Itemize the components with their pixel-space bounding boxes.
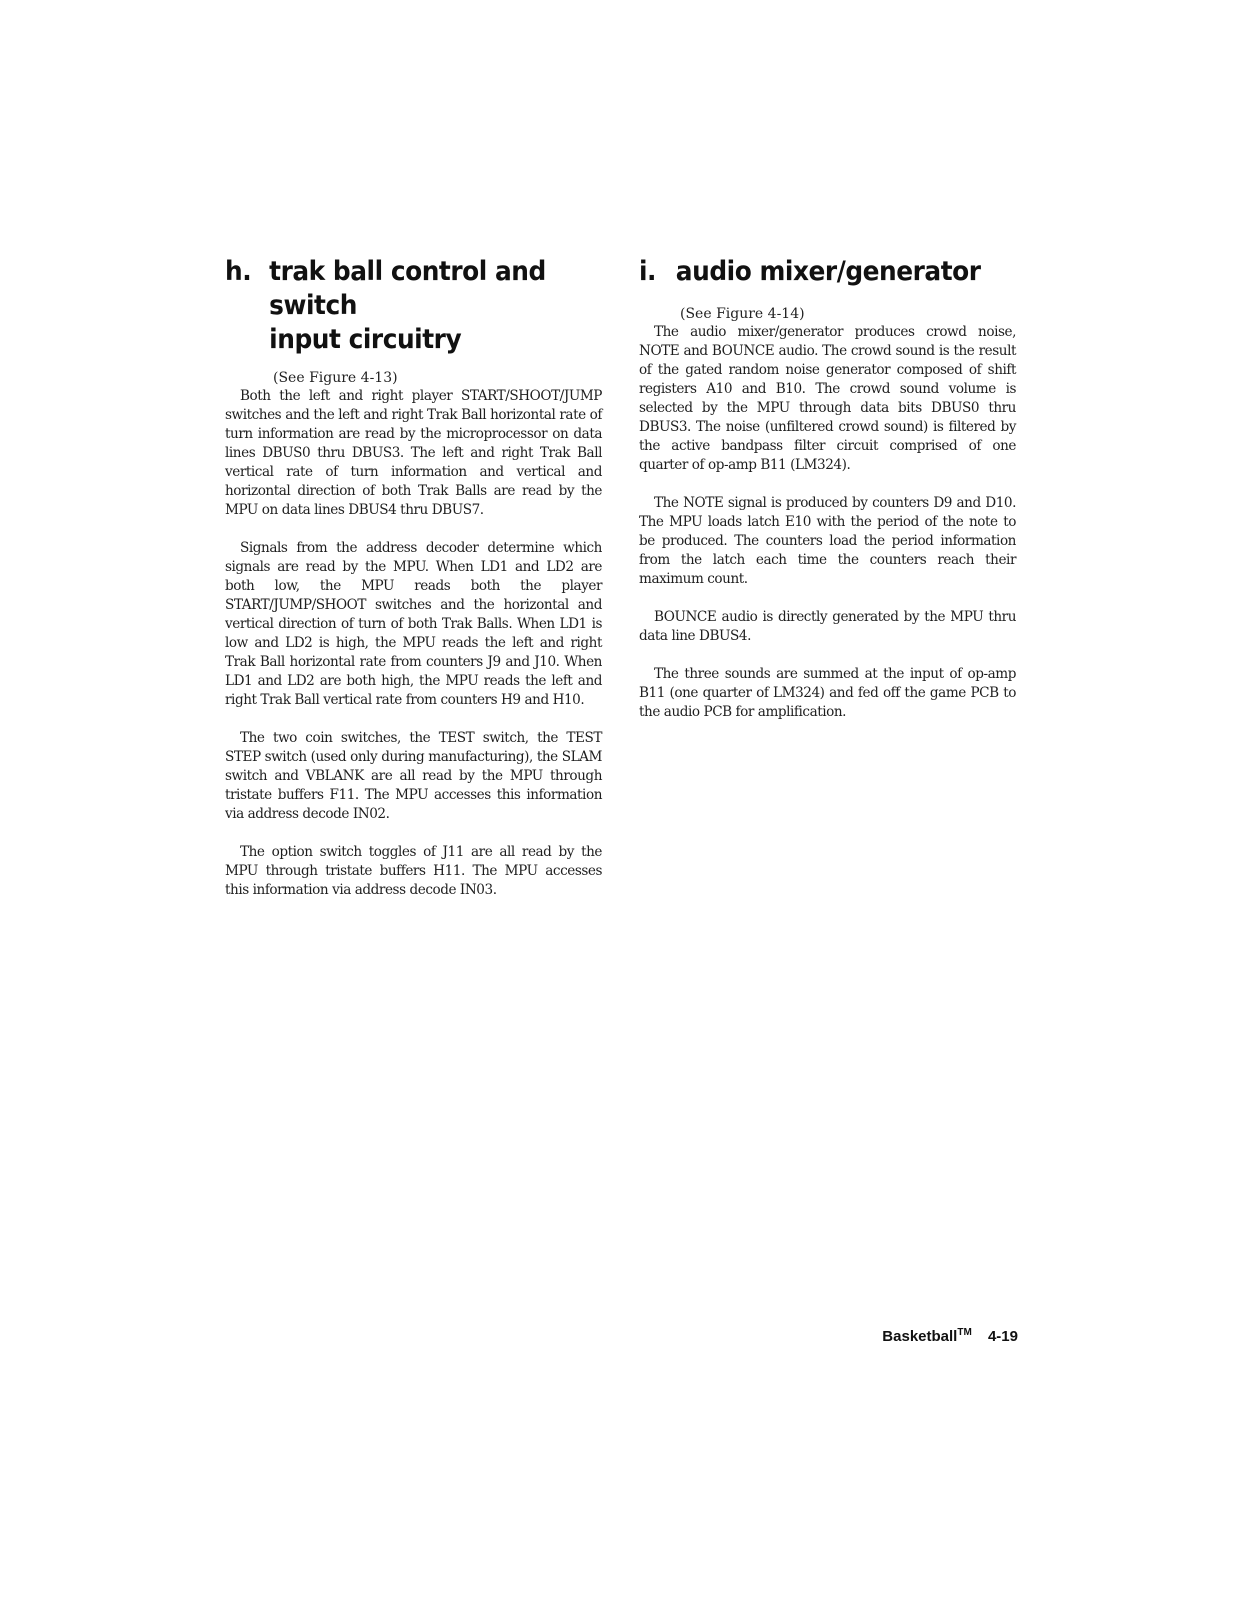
paragraph: The three sounds are summed at the input of op-amp B11 (one quarter of LM324) and fed off the game PCB to the audio PCB for amplification. — [639, 666, 1016, 720]
right-column — [639, 255, 1016, 722]
left-column — [225, 255, 602, 900]
page-footer — [882, 1328, 1018, 1345]
section-letter: h. — [225, 256, 252, 287]
paragraph: The two coin switches, the TEST switch, the TEST STEP switch (used only during manufacturing), the SLAM switch and VBLANK are all read by the MPU through tristate buffers F11. The MPU accesses this information via address decode IN02. — [225, 730, 602, 822]
paragraph: BOUNCE audio is directly generated by the MPU thru data line DBUS4. — [639, 609, 1016, 644]
paragraph: The NOTE signal is produced by counters D9 and D10. The MPU loads latch E10 with the period of the note to be produced. The counters load the period information from the latch each time the counters reach their maximum count. — [639, 495, 1016, 587]
page-number: 4-19 — [987, 1328, 1018, 1345]
section-heading-trak-ball — [225, 255, 572, 357]
section-letter: i. — [639, 256, 657, 287]
footer-trademark: TM — [957, 1327, 972, 1338]
section-title — [269, 255, 572, 357]
section-heading-audio-mixer — [639, 255, 986, 289]
section-title: audio mixer/generator — [675, 256, 981, 287]
section-title-line-2: input circuitry — [269, 324, 462, 355]
figure-reference: (See Figure 4-14) — [680, 306, 805, 322]
footer-title: Basketball — [882, 1328, 958, 1345]
paragraph: The audio mixer/generator produces crowd noise, NOTE and BOUNCE audio. The crowd sound is the result of the gated random noise generator composed of shift registers A10 and B10. The crowd sound volume is selected by the MPU through data bits DBUS0 thru DBUS3. The noise (unfiltered crowd sound) is filtered by the active bandpass filter circuit comprised of one quarter of op-amp B11 (LM324). — [639, 324, 1016, 473]
paragraph: Signals from the address decoder determine which signals are read by the MPU. When LD1 and LD2 are both low, the MPU reads both the player START/JUMP/SHOOT switches and the horizontal and vertical direction of turn of both Trak Balls. When LD1 is low and LD2 is high, the MPU reads the left and right Trak Ball horizontal rate from counters J9 and J10. When LD1 and LD2 are both high, the MPU reads the left and right Trak Ball vertical rate from counters H9 and H10. — [225, 540, 602, 708]
figure-reference: (See Figure 4-13) — [273, 370, 398, 386]
section-title-line-1: trak ball control and switch — [269, 256, 546, 321]
paragraph: Both the left and right player START/SHOOT/JUMP switches and the left and right Trak Ball horizontal rate of turn information are read by the microprocessor on data lines DBUS0 thru DBUS3. The left and right Trak Ball vertical rate of turn information and vertical and horizontal direction of both Trak Balls are read by the MPU on data lines DBUS4 thru DBUS7. — [225, 388, 602, 518]
paragraph: The option switch toggles of J11 are all read by the MPU through tristate buffers H11. The MPU accesses this information via address decode IN03. — [225, 844, 602, 898]
